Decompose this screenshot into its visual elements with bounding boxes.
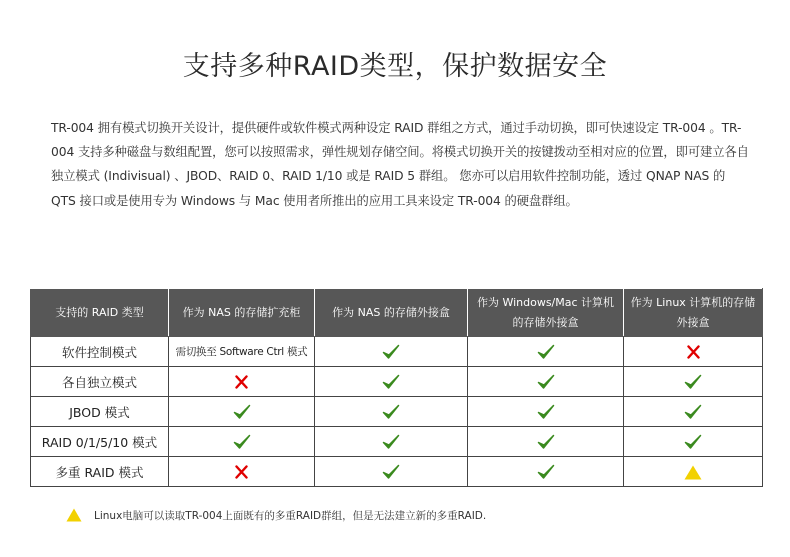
- cross-icon: [235, 464, 248, 479]
- check-icon: [537, 463, 555, 478]
- cell-check: [169, 427, 315, 457]
- cross-icon: [235, 374, 248, 389]
- cross-icon: [687, 344, 700, 359]
- cell-check: [315, 427, 468, 457]
- check-icon: [684, 373, 702, 388]
- row-label: 多重 RAID 模式: [31, 457, 169, 487]
- table-row: [31, 367, 763, 397]
- check-icon: [537, 373, 555, 388]
- page-title: 支持多种RAID类型，保护数据安全: [182, 51, 608, 82]
- cell-check: [624, 367, 763, 397]
- check-icon: [382, 373, 400, 388]
- cell-check: [468, 397, 624, 427]
- check-icon: [382, 433, 400, 448]
- check-icon: [233, 403, 251, 418]
- cell-cross: [169, 367, 315, 397]
- check-icon: [537, 433, 555, 448]
- row-label: 各自独立模式: [31, 367, 169, 397]
- row-label: 软件控制模式: [31, 337, 169, 367]
- cell-warning: [624, 457, 763, 487]
- row-label: RAID 0/1/5/10 模式: [31, 427, 169, 457]
- check-icon: [382, 463, 400, 478]
- check-icon: [233, 433, 251, 448]
- header-linux: 作为 Linux 计算机的存储外接盒: [624, 289, 763, 337]
- cell-note: 需切换至 Software Ctrl 模式: [169, 337, 315, 367]
- check-icon: [382, 403, 400, 418]
- header-nas-expansion: 作为 NAS 的存储扩充柜: [169, 289, 315, 337]
- warning-triangle-icon: [66, 508, 82, 522]
- description-paragraph: TR-004 拥有模式切换开关设计，提供硬件或软件模式两种设定 RAID 群组之方式，通过手动切换，即可快速设定 TR-004 。TR-004 支持多种磁盘与数组配置，您可以按照需求，弹性规划存储空间。将模式切换开关的按键拨动至相对应的位置，即可建立各自独立模式 (Indivisual) 、JBOD、RAID 0、RAID 1/10 或是 RAID 5 群组。 您亦可以启用软件控制功能，透过 QNAP NAS 的 QTS 接口或是使用专为 Windows 与 Mac 使用者所推出的应用工具来设定 TR-004 的硬盘群组。: [51, 121, 749, 208]
- check-icon: [382, 343, 400, 358]
- raid-support-table: [30, 288, 763, 487]
- header-nas-external: 作为 NAS 的存储外接盒: [315, 289, 468, 337]
- row-label: JBOD 模式: [31, 397, 169, 427]
- legend-text: Linux电脑可以读取TR-004上面既有的多重RAID群组，但是无法建立新的多重RAID.: [94, 509, 487, 522]
- header-raid-type: 支持的 RAID 类型: [31, 289, 169, 337]
- table-row: [31, 457, 763, 487]
- cell-check: [315, 457, 468, 487]
- warning-triangle-icon: [684, 464, 702, 479]
- cell-check: [169, 397, 315, 427]
- cell-check: [315, 367, 468, 397]
- cell-check: [315, 337, 468, 367]
- legend-note: [66, 506, 486, 524]
- table-row: [31, 337, 763, 367]
- cell-check: [468, 457, 624, 487]
- cell-check: [468, 337, 624, 367]
- table-row: [31, 427, 763, 457]
- cell-cross: [169, 457, 315, 487]
- header-windows-mac: 作为 Windows/Mac 计算机的存储外接盒: [468, 289, 624, 337]
- cell-check: [624, 397, 763, 427]
- cell-check: [624, 427, 763, 457]
- cell-cross: [624, 337, 763, 367]
- check-icon: [537, 343, 555, 358]
- check-icon: [684, 433, 702, 448]
- cell-check: [468, 367, 624, 397]
- check-icon: [684, 403, 702, 418]
- cell-check: [315, 397, 468, 427]
- table-row: [31, 397, 763, 427]
- cell-check: [468, 427, 624, 457]
- table-header-row: [31, 289, 763, 337]
- check-icon: [537, 403, 555, 418]
